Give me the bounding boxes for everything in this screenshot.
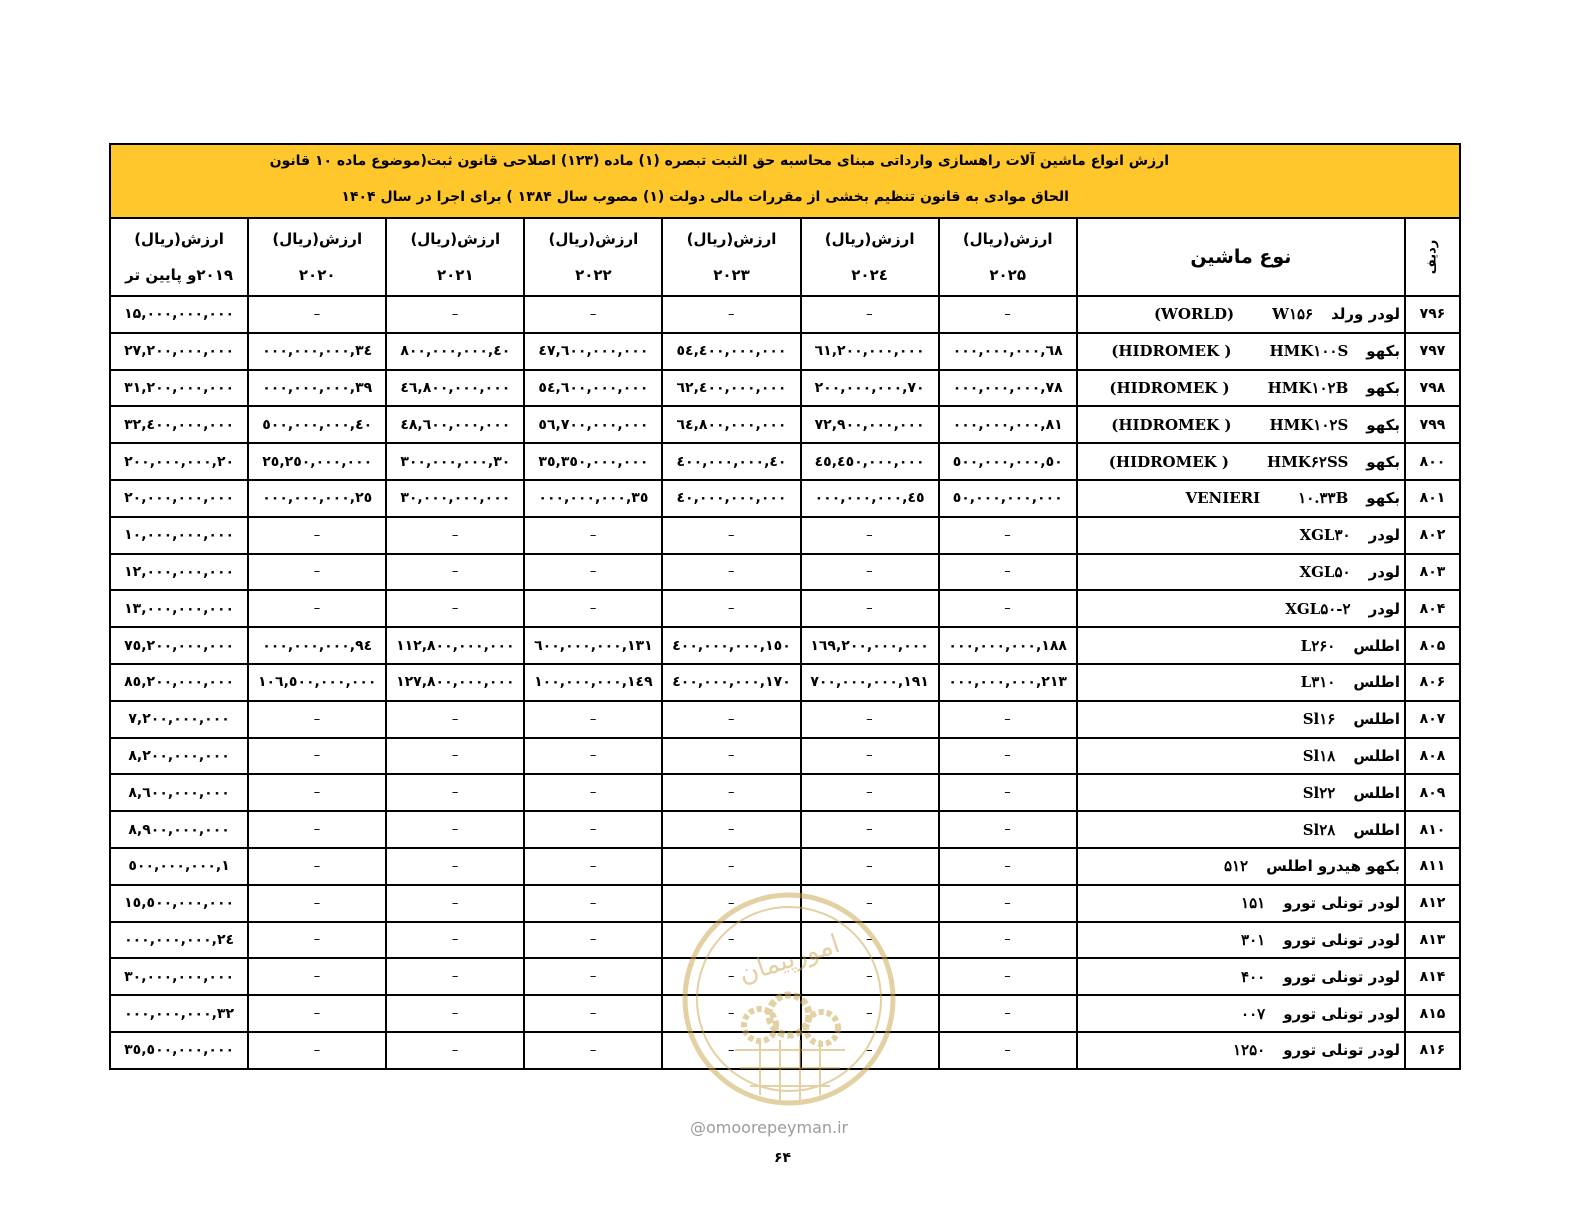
machine-name-cell <box>1077 701 1405 738</box>
table-row <box>110 811 1460 848</box>
value-cell: ٨١,۰۰۰,۰۰۰,۰۰۰ <box>939 406 1077 443</box>
machine-type-label: لودر تونلی تورو <box>1283 930 1400 949</box>
row-number-cell: ۸۱۳ <box>1405 922 1460 959</box>
row-number-cell: ۸۱۲ <box>1405 885 1460 922</box>
table-row <box>110 333 1460 370</box>
machine-model-label: Sl۲۲ <box>1302 783 1336 802</box>
value-cell: – <box>386 885 524 922</box>
value-cell: ٧٨,۰۰۰,۰۰۰,۰۰۰ <box>939 370 1077 407</box>
value-cell: – <box>248 995 386 1032</box>
value-cell: ۱٨٨,۰۰۰,۰۰۰,۰۰۰ <box>939 627 1077 664</box>
machine-type-label: لودر تونلی تورو <box>1283 1041 1400 1060</box>
value-cell: – <box>524 1032 662 1069</box>
machine-model-label: HMK۱۰۲B <box>1267 378 1349 397</box>
machine-name-cell <box>1077 1032 1405 1069</box>
value-cell: – <box>662 738 800 775</box>
row-number-cell: ۷۹۹ <box>1405 406 1460 443</box>
machine-name-cell <box>1077 738 1405 775</box>
value-cell: ۱٥,٥۰۰,۰۰۰,۰۰۰ <box>110 885 248 922</box>
value-cell: – <box>939 811 1077 848</box>
table-row <box>110 995 1460 1032</box>
table-title-box <box>109 143 1461 217</box>
value-cell: – <box>662 554 800 591</box>
value-cell: – <box>939 554 1077 591</box>
machine-model-label: HMK۱۰۰S <box>1269 342 1349 361</box>
value-cell: – <box>662 701 800 738</box>
value-cell: ٢٥,۰۰۰,۰۰۰,۰۰۰ <box>248 480 386 517</box>
machine-brand-label: (HIDROMEK ) <box>1109 378 1230 397</box>
value-cell: – <box>386 296 524 333</box>
year-header: ارزش(ریال) ۲۰۲٤ <box>801 218 939 296</box>
machine-name-cell <box>1077 406 1405 443</box>
machine-model-label: ۱۵۱ <box>1241 894 1266 913</box>
year-header: ارزش(ریال) ۲۰۲۳ <box>662 218 800 296</box>
value-cell: ٦١,٢۰۰,۰۰۰,۰۰۰ <box>801 333 939 370</box>
value-cell: – <box>662 1032 800 1069</box>
value-cell: ۱۰٦,٥۰۰,۰۰۰,۰۰۰ <box>248 664 386 701</box>
value-cell: – <box>801 811 939 848</box>
value-cell: ٨,٦۰۰,۰۰۰,۰۰۰ <box>110 774 248 811</box>
value-cell: – <box>386 1032 524 1069</box>
value-cell: – <box>662 848 800 885</box>
machine-value-table <box>109 217 1461 1070</box>
table-row <box>110 958 1460 995</box>
table-row <box>110 848 1460 885</box>
row-number-cell: ۸۰۰ <box>1405 443 1460 480</box>
table-row <box>110 738 1460 775</box>
machine-type-label: لودر <box>1368 526 1400 545</box>
value-cell: – <box>248 554 386 591</box>
value-cell: ٨,٩۰۰,۰۰۰,۰۰۰ <box>110 811 248 848</box>
machine-type-label: لودر <box>1368 562 1400 581</box>
machine-type-label: بکهو <box>1366 378 1400 397</box>
row-number-cell: ۸۱۰ <box>1405 811 1460 848</box>
value-cell: ٢٥,٢٥۰,۰۰۰,۰۰۰ <box>248 443 386 480</box>
table-row <box>110 701 1460 738</box>
value-cell: – <box>248 1032 386 1069</box>
machine-type-label: لودر تونلی تورو <box>1283 1004 1400 1023</box>
row-number-cell: ۸۰۵ <box>1405 627 1460 664</box>
value-cell: – <box>801 922 939 959</box>
value-cell: ٢۰,٢۰۰,۰۰۰,۰۰۰ <box>110 443 248 480</box>
value-cell: – <box>524 848 662 885</box>
value-cell: – <box>939 1032 1077 1069</box>
value-cell: ٦٢,٤۰۰,۰۰۰,۰۰۰ <box>662 370 800 407</box>
row-number-cell: ۸۰۹ <box>1405 774 1460 811</box>
value-cell: – <box>662 922 800 959</box>
value-cell: – <box>386 922 524 959</box>
value-cell: – <box>524 995 662 1032</box>
value-cell: ٩٤,۰۰۰,۰۰۰,۰۰۰ <box>248 627 386 664</box>
machine-model-label: ۱۲۵۰ <box>1232 1041 1266 1060</box>
value-cell: – <box>801 958 939 995</box>
machine-name-cell <box>1077 554 1405 591</box>
machine-name-cell <box>1077 885 1405 922</box>
value-cell: – <box>939 995 1077 1032</box>
value-cell: ٤۰,٨۰۰,۰۰۰,۰۰۰ <box>386 333 524 370</box>
machine-name-cell <box>1077 774 1405 811</box>
machine-model-label: XGL۳۰ <box>1299 526 1351 545</box>
value-cell: – <box>939 922 1077 959</box>
page-number: ۶۴ <box>774 1150 792 1166</box>
value-cell: ٧٢,٩۰۰,۰۰۰,۰۰۰ <box>801 406 939 443</box>
value-cell: ٣٢,٤۰۰,۰۰۰,۰۰۰ <box>110 406 248 443</box>
machine-model-label: XGL۵۰ <box>1299 562 1351 581</box>
value-cell: – <box>939 517 1077 554</box>
machine-model-label: L۳۱۰ <box>1300 673 1336 692</box>
table-row <box>110 296 1460 333</box>
value-cell: – <box>524 922 662 959</box>
value-cell: ۱۵,۰۰۰,۰۰۰,۰۰۰ <box>110 296 248 333</box>
machine-brand-label: (HIDROMEK ) <box>1108 452 1230 471</box>
value-cell: – <box>386 738 524 775</box>
value-cell: ۱۲,۰۰۰,۰۰۰,۰۰۰ <box>110 554 248 591</box>
value-cell: ٤۰,٤۰۰,۰۰۰,۰۰۰ <box>662 443 800 480</box>
value-cell: ۱۳,۰۰۰,۰۰۰,۰۰۰ <box>110 590 248 627</box>
value-cell: – <box>801 296 939 333</box>
machine-type-label: اطلس <box>1353 710 1400 729</box>
value-cell: – <box>386 590 524 627</box>
value-cell: – <box>248 774 386 811</box>
row-number-cell: ۸۱۴ <box>1405 958 1460 995</box>
value-cell: ٣٥,٥۰۰,۰۰۰,۰۰۰ <box>110 1032 248 1069</box>
machine-brand-label: (HIDROMEK ) <box>1111 342 1232 361</box>
row-number-cell: ۸۱۵ <box>1405 995 1460 1032</box>
table-row <box>110 1032 1460 1069</box>
machine-type-label: بکهو هیدرو اطلس <box>1266 857 1400 876</box>
value-cell: – <box>248 922 386 959</box>
value-cell: – <box>801 738 939 775</box>
value-cell: – <box>801 774 939 811</box>
machine-name-cell <box>1077 958 1405 995</box>
machine-name-cell <box>1077 517 1405 554</box>
value-cell: – <box>939 296 1077 333</box>
value-cell: – <box>662 995 800 1032</box>
table-row <box>110 627 1460 664</box>
value-cell: – <box>386 995 524 1032</box>
table-row <box>110 443 1460 480</box>
year-header: ارزش(ریال) ۲۰۲۱ <box>386 218 524 296</box>
row-number-cell: ۷۹۷ <box>1405 333 1460 370</box>
machine-name-cell <box>1077 627 1405 664</box>
machine-name-cell <box>1077 995 1405 1032</box>
machine-model-label: Sl۲۸ <box>1302 820 1336 839</box>
machine-type-label: اطلس <box>1353 746 1400 765</box>
machine-brand-label: (HIDROMEK ) <box>1111 415 1232 434</box>
machine-type-label: اطلس <box>1353 820 1400 839</box>
value-cell: ٨,٢۰۰,۰۰۰,۰۰۰ <box>110 738 248 775</box>
machine-model-label: ۴۰۰ <box>1241 967 1266 986</box>
value-cell: – <box>801 590 939 627</box>
value-cell: – <box>248 848 386 885</box>
value-cell: – <box>801 885 939 922</box>
table-row <box>110 480 1460 517</box>
machine-type-label: لودر <box>1368 599 1400 618</box>
value-cell: ٦٤,٨۰۰,۰۰۰,۰۰۰ <box>662 406 800 443</box>
header-row <box>110 218 1460 296</box>
value-cell: – <box>662 885 800 922</box>
year-header: ارزش(ریال) ۲۰۲۵ <box>939 218 1077 296</box>
machine-model-label: L۲۶۰ <box>1300 636 1336 655</box>
value-cell: ۱٤٩,۱۰۰,۰۰۰,۰۰۰ <box>524 664 662 701</box>
machine-type-label: اطلس <box>1353 673 1400 692</box>
value-cell: ٣٢,۰۰۰,۰۰۰,۰۰۰ <box>110 995 248 1032</box>
machine-name-cell <box>1077 922 1405 959</box>
price-table-sheet <box>109 143 1461 1070</box>
value-cell: – <box>386 554 524 591</box>
value-cell: – <box>801 848 939 885</box>
value-cell: ٢٧,٢۰۰,۰۰۰,۰۰۰ <box>110 333 248 370</box>
machine-name-cell <box>1077 296 1405 333</box>
machine-type-label: لودر تونلی تورو <box>1283 894 1400 913</box>
machine-model-label: Sl۱۶ <box>1302 710 1336 729</box>
value-cell: ٤٥,٤٥۰,۰۰۰,۰۰۰ <box>801 443 939 480</box>
value-cell: – <box>524 958 662 995</box>
value-cell: ٧,٢۰۰,۰۰۰,۰۰۰ <box>110 701 248 738</box>
value-cell: ٣۰,۰۰۰,۰۰۰,۰۰۰ <box>110 958 248 995</box>
value-cell: ۱٣۱,٦۰۰,۰۰۰,۰۰۰ <box>524 627 662 664</box>
value-cell: ۱٦٩,٢۰۰,۰۰۰,۰۰۰ <box>801 627 939 664</box>
machine-name-cell <box>1077 370 1405 407</box>
row-number-cell: ۸۱۶ <box>1405 1032 1460 1069</box>
value-cell: ٣٥,۰۰۰,۰۰۰,۰۰۰ <box>524 480 662 517</box>
value-cell: ۱۱٢,٨۰۰,۰۰۰,۰۰۰ <box>386 627 524 664</box>
row-number-cell: ۸۰۴ <box>1405 590 1460 627</box>
machine-type-label: لودر تونلی تورو <box>1283 967 1400 986</box>
table-row <box>110 922 1460 959</box>
machine-brand-label: (WORLD) <box>1153 305 1235 324</box>
value-cell: – <box>386 811 524 848</box>
value-cell: – <box>939 590 1077 627</box>
row-number-cell: ۸۰۲ <box>1405 517 1460 554</box>
machine-type-label: بکهو <box>1366 489 1400 508</box>
value-cell: – <box>939 701 1077 738</box>
value-cell: – <box>386 774 524 811</box>
value-cell: ٥٤,٤۰۰,۰۰۰,۰۰۰ <box>662 333 800 370</box>
machine-type-label: اطلس <box>1353 783 1400 802</box>
value-cell: – <box>939 738 1077 775</box>
value-cell: ٤٦,٨۰۰,۰۰۰,۰۰۰ <box>386 370 524 407</box>
value-cell: – <box>662 590 800 627</box>
machine-model-label: ۳۰۱ <box>1241 930 1266 949</box>
table-row <box>110 554 1460 591</box>
machine-model-label: HMK۶۲SS <box>1267 452 1349 471</box>
value-cell: ٤٥,۰۰۰,۰۰۰,۰۰۰ <box>801 480 939 517</box>
svg-text:امورپیمان: امورپیمان <box>735 929 844 990</box>
row-number-cell: ۸۰۷ <box>1405 701 1460 738</box>
value-cell: – <box>386 517 524 554</box>
machine-brand-label: VENIERI <box>1185 489 1261 508</box>
value-cell: – <box>801 517 939 554</box>
value-cell: – <box>524 774 662 811</box>
row-number-cell: ۸۰۸ <box>1405 738 1460 775</box>
table-title-line-1: ارزش انواع ماشین آلات راهسازی وارداتی مبنای محاسبه حق الثبت تبصره (۱) ماده (۱۲۳) اصلاحی قانون ثبت(موضوع ماده ۱۰ قانون <box>269 153 1169 169</box>
value-cell: – <box>801 554 939 591</box>
value-cell: ٣٩,۰۰۰,۰۰۰,۰۰۰ <box>248 370 386 407</box>
value-cell: ٢۱٣,۰۰۰,۰۰۰,۰۰۰ <box>939 664 1077 701</box>
value-cell: – <box>939 774 1077 811</box>
machine-model-label: W۱۵۶ <box>1272 305 1314 324</box>
value-cell: – <box>248 811 386 848</box>
machine-type-label: بکهو <box>1366 452 1400 471</box>
machine-type-header: نوع ماشین <box>1077 218 1405 296</box>
value-cell: – <box>939 958 1077 995</box>
value-cell: – <box>524 517 662 554</box>
machine-model-label: Sl۱۸ <box>1302 746 1336 765</box>
value-cell: ٧۰,٢۰۰,۰۰۰,۰۰۰ <box>801 370 939 407</box>
value-cell: ٣۰,۰۰۰,۰۰۰,۰۰۰ <box>386 480 524 517</box>
value-cell: – <box>248 885 386 922</box>
row-number-cell: ۸۰۱ <box>1405 480 1460 517</box>
value-cell: – <box>662 811 800 848</box>
machine-name-cell <box>1077 664 1405 701</box>
value-cell: ٣١,٢۰۰,۰۰۰,۰۰۰ <box>110 370 248 407</box>
value-cell: ٤۰,۰۰۰,۰۰۰,۰۰۰ <box>662 480 800 517</box>
value-cell: ٨٥,٢۰۰,۰۰۰,۰۰۰ <box>110 664 248 701</box>
value-cell: – <box>386 701 524 738</box>
machine-name-cell <box>1077 333 1405 370</box>
value-cell: ٣۰,٣۰۰,۰۰۰,۰۰۰ <box>386 443 524 480</box>
value-cell: – <box>662 517 800 554</box>
value-cell: – <box>939 848 1077 885</box>
value-cell: – <box>248 590 386 627</box>
machine-type-label: اطلس <box>1353 636 1400 655</box>
website-watermark: @omoorepeyman.ir <box>690 1118 849 1137</box>
value-cell: – <box>524 590 662 627</box>
value-cell: – <box>248 958 386 995</box>
value-cell: – <box>801 1032 939 1069</box>
machine-name-cell <box>1077 443 1405 480</box>
table-row <box>110 885 1460 922</box>
machine-name-cell <box>1077 590 1405 627</box>
value-cell: ٥٦,٧۰۰,۰۰۰,۰۰۰ <box>524 406 662 443</box>
value-cell: – <box>386 958 524 995</box>
value-cell: – <box>248 738 386 775</box>
machine-model-label: ۰۰۷ <box>1241 1004 1266 1023</box>
machine-type-label: بکهو <box>1366 342 1400 361</box>
value-cell: ٦٨,۰۰۰,۰۰۰,۰۰۰ <box>939 333 1077 370</box>
value-cell: ۱۰,۰۰۰,۰۰۰,۰۰۰ <box>110 517 248 554</box>
value-cell: ٢٤,۰۰۰,۰۰۰,۰۰۰ <box>110 922 248 959</box>
machine-name-cell <box>1077 848 1405 885</box>
table-row <box>110 664 1460 701</box>
value-cell: ٥٤,٦۰۰,۰۰۰,۰۰۰ <box>524 370 662 407</box>
value-cell: – <box>662 958 800 995</box>
table-row <box>110 370 1460 407</box>
value-cell: – <box>386 848 524 885</box>
machine-name-cell <box>1077 811 1405 848</box>
row-number-cell: ۷۹۸ <box>1405 370 1460 407</box>
table-row <box>110 774 1460 811</box>
value-cell: ٢۰,۰۰۰,۰۰۰,۰۰۰ <box>110 480 248 517</box>
value-cell: – <box>524 554 662 591</box>
machine-name-cell <box>1077 480 1405 517</box>
table-title-line-2: الحاق موادی به قانون تنظیم بخشی از مقررات مالی دولت (۱) مصوب سال ۱۳۸۴ ) برای اجرا در سال ۱۴۰۴ <box>341 189 1069 205</box>
value-cell: – <box>248 701 386 738</box>
value-cell: ٤۰,٥۰۰,۰۰۰,۰۰۰ <box>248 406 386 443</box>
value-cell: – <box>801 995 939 1032</box>
year-header: ارزش(ریال) ۲۰۲۰ <box>248 218 386 296</box>
value-cell: ۱٩۱,٧۰۰,۰۰۰,۰۰۰ <box>801 664 939 701</box>
value-cell: – <box>939 885 1077 922</box>
value-cell: – <box>248 296 386 333</box>
value-cell: ۱٢٧,٨۰۰,۰۰۰,۰۰۰ <box>386 664 524 701</box>
machine-type-label: بکهو <box>1366 415 1400 434</box>
machine-model-label: XGL۵۰-۲ <box>1285 599 1351 618</box>
value-cell: ٤٨,٦۰۰,۰۰۰,۰۰۰ <box>386 406 524 443</box>
row-number-header: ردیف <box>1405 218 1460 296</box>
value-cell: – <box>524 701 662 738</box>
value-cell: ۱٥۰,٤۰۰,۰۰۰,۰۰۰ <box>662 627 800 664</box>
value-cell: – <box>524 811 662 848</box>
year-header: ارزش(ریال) ۲۰۲۲ <box>524 218 662 296</box>
table-row <box>110 590 1460 627</box>
machine-model-label: HMK۱۰۲S <box>1269 415 1349 434</box>
value-cell: ٣٥,٣٥۰,۰۰۰,۰۰۰ <box>524 443 662 480</box>
table-row <box>110 406 1460 443</box>
table-row <box>110 517 1460 554</box>
value-cell: – <box>662 296 800 333</box>
machine-model-label: ۱۰.۳۳B <box>1298 489 1349 508</box>
value-cell: – <box>248 517 386 554</box>
row-number-cell: ۸۱۱ <box>1405 848 1460 885</box>
value-cell: ۱,٥۰۰,۰۰۰,۰۰۰ <box>110 848 248 885</box>
value-cell: ۱٧۰,٤۰۰,۰۰۰,۰۰۰ <box>662 664 800 701</box>
row-number-cell: ۸۰۳ <box>1405 554 1460 591</box>
value-cell: – <box>801 701 939 738</box>
machine-type-label: لودر ورلد <box>1331 305 1400 324</box>
value-cell: ٥۰,٥۰۰,۰۰۰,۰۰۰ <box>939 443 1077 480</box>
value-cell: – <box>524 296 662 333</box>
value-cell: ٥۰,۰۰۰,۰۰۰,۰۰۰ <box>939 480 1077 517</box>
year-header: ارزش(ریال) ۲۰۱۹و پایین تر <box>110 218 248 296</box>
machine-model-label: ۵۱۲ <box>1223 857 1249 876</box>
value-cell: ٧٥,٢۰۰,۰۰۰,۰۰۰ <box>110 627 248 664</box>
value-cell: – <box>524 885 662 922</box>
value-cell: ٣٤,۰۰۰,۰۰۰,۰۰۰ <box>248 333 386 370</box>
value-cell: ٤٧,٦۰۰,۰۰۰,۰۰۰ <box>524 333 662 370</box>
value-cell: – <box>524 738 662 775</box>
row-number-cell: ۸۰۶ <box>1405 664 1460 701</box>
row-number-cell: ۷۹۶ <box>1405 296 1460 333</box>
value-cell: – <box>662 774 800 811</box>
